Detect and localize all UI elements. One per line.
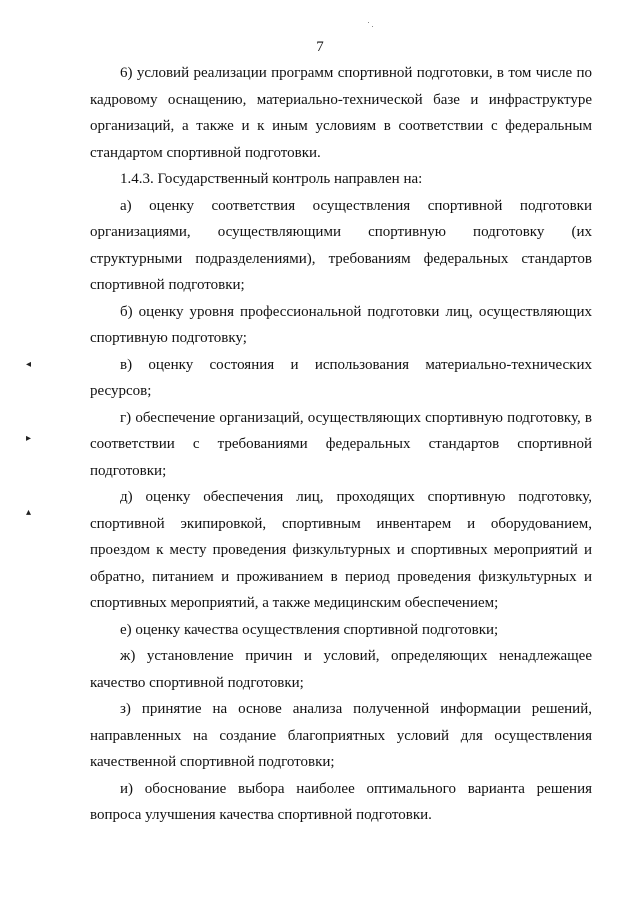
paragraph-item-6: 6) условий реализации программ спортивной подготовки, в том числе по кадровому оснащению, материально-технической базе и инфраструктуре организаций, а также и к иным условиям в соответствии с федеральным стандартом спортивной подготовки. xyxy=(90,65,592,161)
paragraph-item-e: е) оценку качества осуществления спортивной подготовки; xyxy=(120,621,499,638)
paragraph-item-i: и) обоснование выбора наиболее оптимального варианта решения вопроса улучшения качества спортивной подготовки. xyxy=(90,780,592,823)
paragraph-item-a: а) оценку соответствия осуществления спортивной подготовки организациями, осуществляющими спортивную подготовку (их структурными подразделениями), требованиям федеральных стандартов спортивной подготовки; xyxy=(90,197,592,293)
binding-hole-mark: ◂ xyxy=(26,359,32,370)
paragraph-item-b: б) оценку уровня профессиональной подготовки лиц, осуществляющих спортивную подготовку; xyxy=(90,303,592,346)
page-number: 7 xyxy=(316,39,324,55)
binding-hole-mark: ▸ xyxy=(26,433,32,444)
paragraph-item-g: г) обеспечение организаций, осуществляющих спортивную подготовку, в соответствии с требованиями федеральных стандартов спортивной подготовки; xyxy=(90,409,592,479)
paragraph-item-zh: ж) установление причин и условий, определяющих ненадлежащее качество спортивной подготовки; xyxy=(90,648,592,691)
scan-speck xyxy=(368,22,374,28)
section-heading-1-4-3: 1.4.3. Государственный контроль направлен на: xyxy=(120,171,423,187)
paragraph-item-z: з) принятие на основе анализа полученной информации решений, направленных на создание благоприятных условий для осуществления качественной спортивной подготовки; xyxy=(90,701,592,770)
binding-hole-mark: ▴ xyxy=(26,507,32,518)
document-body xyxy=(90,60,592,829)
paragraph-item-d: д) оценку обеспечения лиц, проходящих спортивную подготовку, спортивной экипировкой, спортивным инвентарем и оборудованием, проездом к месту проведения физкультурных и спортивных мероприятий и обратно, питанием и проживанием в период проведения физкультурных и спортивных мероприятий, а также медицинским обеспечением; xyxy=(90,489,592,611)
paragraph-item-v: в) оценку состояния и использования материально-технических ресурсов; xyxy=(90,356,592,399)
